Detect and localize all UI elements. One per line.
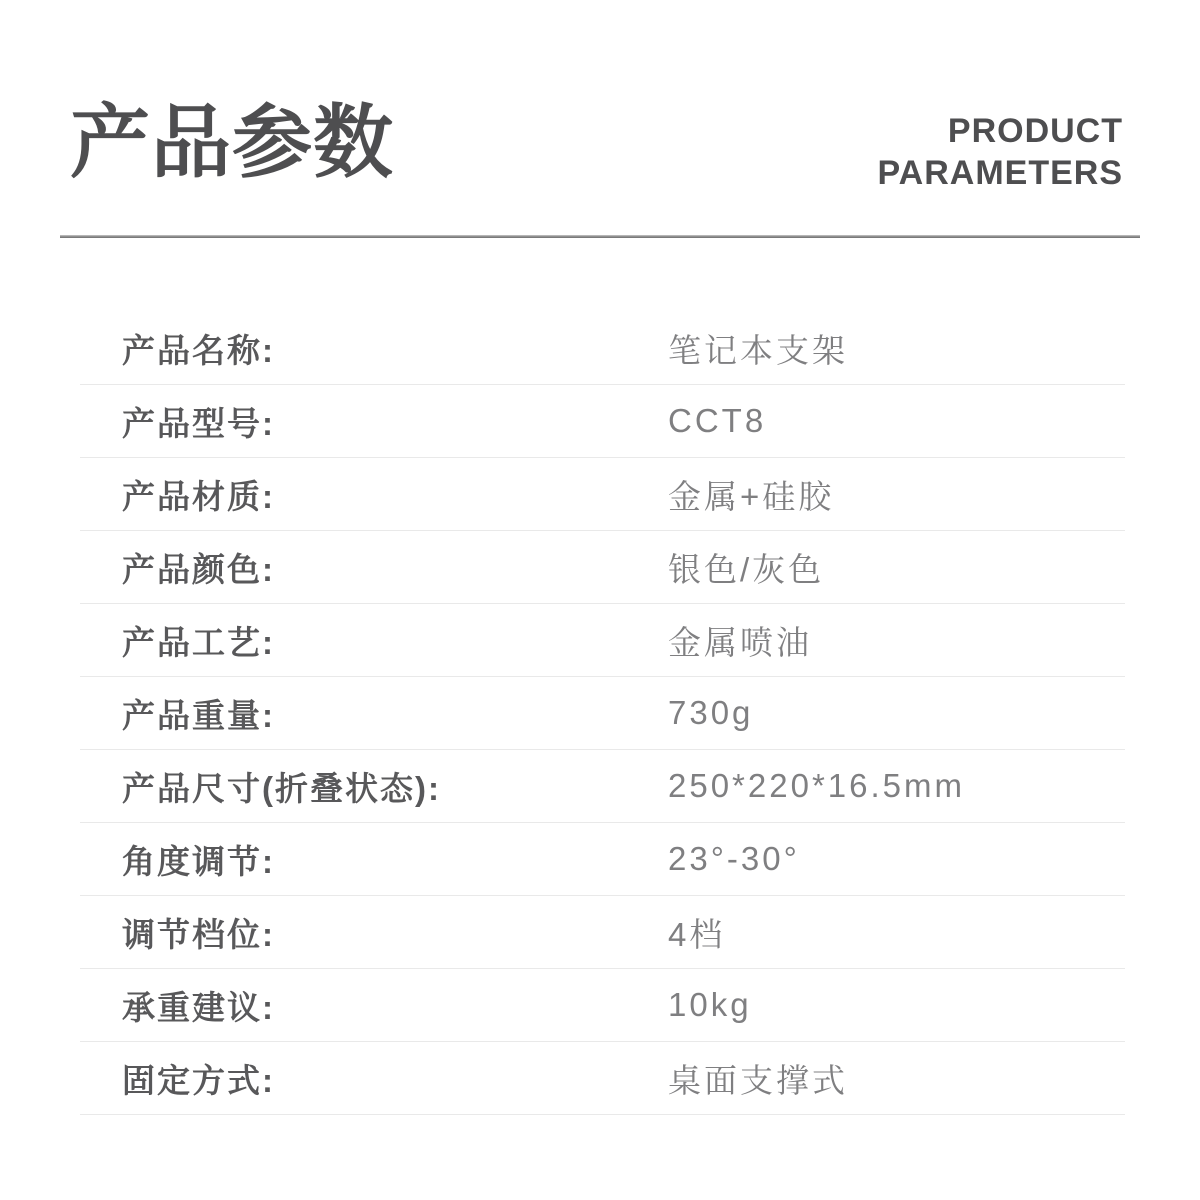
table-row xyxy=(80,677,1125,750)
spec-label: 固定方式: xyxy=(122,1061,275,1099)
spec-label: 调节档位: xyxy=(122,915,275,953)
spec-value: 4档 xyxy=(668,915,726,953)
table-row xyxy=(80,1042,1125,1115)
table-row xyxy=(80,896,1125,969)
header-divider xyxy=(60,235,1140,238)
spec-label: 产品颜色: xyxy=(122,550,275,588)
table-row xyxy=(80,312,1125,385)
spec-value: 银色/灰色 xyxy=(668,550,825,588)
spec-label: 角度调节: xyxy=(122,842,275,880)
spec-table xyxy=(80,312,1125,1115)
spec-value: 笔记本支架 xyxy=(668,331,848,369)
table-row xyxy=(80,458,1125,531)
table-row xyxy=(80,823,1125,896)
spec-label: 产品材质: xyxy=(122,477,275,515)
table-row xyxy=(80,385,1125,458)
spec-label: 承重建议: xyxy=(122,988,275,1026)
spec-value: 10kg xyxy=(668,986,752,1023)
spec-label: 产品尺寸(折叠状态): xyxy=(122,769,441,807)
spec-label: 产品型号: xyxy=(122,404,275,442)
spec-value: CCT8 xyxy=(668,402,767,439)
spec-value: 250*220*16.5mm xyxy=(668,767,966,804)
spec-label: 产品名称: xyxy=(122,331,275,369)
table-row xyxy=(80,531,1125,604)
table-row xyxy=(80,750,1125,823)
spec-value: 730g xyxy=(668,694,754,731)
table-row xyxy=(80,604,1125,677)
page-title: 产品参数 xyxy=(70,98,394,187)
spec-value: 桌面支撑式 xyxy=(668,1061,848,1099)
spec-label: 产品工艺: xyxy=(122,623,275,661)
spec-value: 金属喷油 xyxy=(668,623,812,661)
spec-value: 金属+硅胶 xyxy=(668,477,835,515)
subtitle-line-1: PRODUCT xyxy=(947,112,1123,150)
subtitle-line-2: PARAMETERS xyxy=(877,154,1123,192)
table-row xyxy=(80,969,1125,1042)
page-subtitle xyxy=(878,110,1124,194)
spec-value: 23°-30° xyxy=(668,840,800,877)
spec-label: 产品重量: xyxy=(122,696,275,734)
